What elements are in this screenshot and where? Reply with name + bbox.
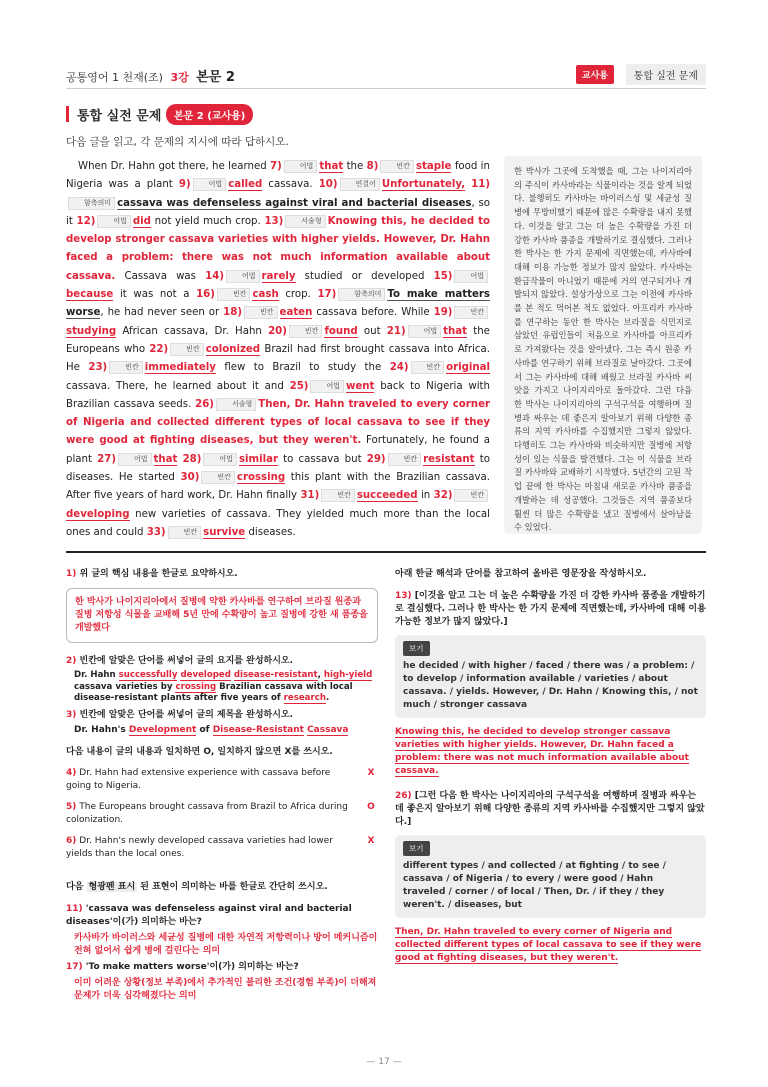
bogi-label: 보기 (403, 841, 430, 856)
question-11: 11) 'cassava was defenseless against viral and bacterial diseases'이(가) 의미하는 바는? (66, 903, 352, 927)
tf-item: 4) Dr. Hahn had extensive experience with cassava before going to Nigeria. X (66, 767, 375, 791)
course-name: 공통영어 1 천재(조) (66, 71, 163, 84)
question-13: 13) [이것을 알고 그는 더 높은 수확량을 가진 더 강한 카사바 품종을 개발하기로 결심했다. 그러나 한 박사는 한 가지 문제에 직면했는데, 카사바에 대해 이용 가능한 정보가 많지 않았다.] (395, 591, 706, 627)
q2-answer: Dr. Hahn successfully developed disease-resistant, high-yield cassava varieties by crossing Brazilian cassava with local disease-resistant plants after five years of research. (74, 670, 373, 703)
question-26: 26) [그런 다음 한 박사는 나이지리아의 구석구석을 여행하며 질병과 싸우는 데 좋은지 알아보기 위해 다양한 종류의 지역 카사바를 수집했지만 그렇지 않았다.] (395, 791, 705, 827)
header-course (66, 66, 235, 85)
writing-instruction: 아래 한글 해석과 단어를 참고하여 올바른 영문장을 작성하시오. (395, 569, 647, 579)
tf-item: 6) Dr. Hahn's newly developed cassava varieties had lower yields than the local ones. X (66, 835, 375, 859)
q26-word-box (395, 835, 706, 918)
translation-box: 한 박사가 그곳에 도착했을 때, 그는 나이지리아의 주식이 카사바라는 식물이라는 것을 알게 되었다. 불행히도 카사바는 바이러스성 및 세균성 질병에 무방비했기 때문에 많은 수확량을 내지 못했다. 이것을 알고 그는 더 높은 수확량을 가진 더 강한 카사바 품종을 개발하기로 결심했다. 그러나 한 박사는 한 가지 문제에 직면했는데, 카사바에 대해 이용 가능한 정보가 많지 않았다. 카사바는 환금작물이 아니었기 때문에 거의 연구되거나 개발되지 않았다. 설상가상으로 그는 이전에 카사바를 본 적도 먹어본 적도 없었다. 아프리카 카사바를 연구하는 동안 한 박사는 브라질을 식민지로 삼았던 유럽인들이 처음으로 카사바를 아프리카로 가져왔다는 것을 알아냈다. 그는 즉시 원종 카사바를 연구하기 위해 브라질로 날아갔다. 그곳에서 그는 카사바에 대해 배웠고 브라질 카사바 씨앗을 가지고 나이지리아로 돌아갔다. 그런 다음 한 박사는 나이지리아의 구석구석을 여행하며 질병과 싸우는 데 좋은지 알아보기 위해 다양한 종류의 지역 카사바를 수집했지만 그렇지 않았다. 다행히도 그는 카사바와 비슷하지만 질병에 저항성이 있는 식물을 발견했다. 그는 이 식물을 브라질 카사바와 교배하기 시작했다. 5년간의 고된 작업 끝에 한 박사는 마침내 새로운 카사바 품종을 개발하는 데 성공했다. 그것들은 지역 품종보다 훨씬 더 많은 수확량을 냈고 질병에서 살아남을 수 있었다. (504, 156, 702, 534)
header-divider (66, 88, 706, 89)
tf-instruction: 다음 내용이 글의 내용과 일치하면 O, 일치하지 않으면 X를 쓰시오. (66, 746, 333, 757)
q13-words: he decided / with higher / faced / there was / a problem: / to develop / information available / varieties / about cassava. / yields. However, / Dr. Hahn / Knowing this, / not much / stronger cassava (403, 661, 698, 710)
question-2: 2) 빈칸에 알맞은 단어를 써넣어 글의 요지를 완성하시오. (66, 656, 294, 666)
left-questions (66, 568, 378, 1003)
q11-answer: 카사바가 바이러스와 세균성 질병에 대한 자연적 저항력이나 방어 메커니즘이 전혀 없어서 쉽게 병에 걸린다는 의미 (74, 932, 378, 956)
q1-answer-box: 한 박사가 나이지리아에서 질병에 약한 카사바를 연구하여 브라질 원종과 질병 저항성 식물을 교배해 5년 만에 수확량이 높고 질병에 강한 새 품종을 개발했다 (66, 588, 378, 643)
section-divider (66, 551, 706, 553)
q3-answer: Dr. Hahn's Development of Disease-Resistant Cassava (74, 724, 349, 735)
page-number: — 17 — (366, 1057, 402, 1067)
question-17: 17) 'To make matters worse'이(가) 의미하는 바는? (66, 961, 299, 972)
q13-word-box (395, 635, 706, 718)
section-title-text: 통합 실전 문제 (77, 109, 162, 124)
instruction: 다음 글을 읽고, 각 문제의 지시에 따라 답하시오. (66, 136, 289, 148)
bogi-label: 보기 (403, 641, 430, 656)
section-pill: 본문 2 (교사용) (166, 104, 253, 125)
highlight-instruction: 다음 형광펜 표시 된 표현이 의미하는 바를 한글로 간단히 쓰시오. (66, 881, 328, 892)
page-header (66, 62, 706, 84)
header-title: 본문 2 (196, 70, 235, 85)
right-questions (395, 568, 706, 965)
q26-answer: Then, Dr. Hahn traveled to every corner of Nigeria and collected different types of local cassava to see if they were good at fighting diseases, but they weren't. (395, 927, 702, 963)
q26-words: different types / and collected / at fighting / to see / cassava / of Nigeria / to every / were good / Hahn traveled / corner / of local / Then, Dr. / if they / they weren't. / diseases, but (403, 861, 666, 910)
section-bar (66, 106, 69, 122)
lesson-number: 3강 (170, 71, 189, 84)
type-tag: 통합 실전 문제 (626, 64, 706, 85)
passage: When Dr. Hahn got there, he learned 7) 어법 that the 8) 빈칸 staple food in Nigeria was a plant 9) 어법 called cassava. 10) 연결어 Unfortunately, 11)함축의미 cassava was defenseless against viral and bacterial diseases, so it 12) 어법 did not yield much crop. 13) 서술형 Knowing this, he decided to develop stronger cassava varieties with higher yields. However, Dr. Hahn faced a problem: there was not much information available about cassava. Cassava was 14) 어법 rarely studied or developed 15) 어법because it was not a 16) 빈칸 cash crop. 17) 함축의미 To make matters worse, he had never seen or 18) 빈칸 eaten cassava before. While 19) 빈칸studying African cassava, Dr. Hahn 20) 빈칸 found out 21) 어법 that the Europeans who 22) 빈칸 colonized Brazil had first brought cassava into Africa. He 23) 빈칸 immediately flew to Brazil to study the 24) 빈칸 original cassava. There, he learned about it and 25) 어법 went back to Nigeria with Brazilian cassava seeds. 26) 서술형 Then, Dr. Hahn traveled to every corner of Nigeria and collected different types of local cassava to see if they were good at fighting diseases, but they weren't. Fortunately, he found a plant 27) 어법 that 28) 어법 similar to cassava but 29) 빈칸 resistant to diseases. He started 30) 빈칸 crossing this plant with the Brazilian cassava. After five years of hard work, Dr. Hahn finally 31) 빈칸 succeeded in 32) 빈칸developing new varieties of cassava. They yielded much more than the local ones and could 33) 빈칸 survive diseases. (66, 161, 491, 538)
teacher-tag: 교사용 (576, 65, 614, 84)
question-3: 3) 빈칸에 알맞은 단어를 써넣어 글의 제목을 완성하시오. (66, 709, 294, 720)
q13-answer: Knowing this, he decided to develop stronger cassava varieties with higher yields. However, Dr. Hahn faced a problem: there was not much information available about cassava. (395, 727, 689, 776)
q17-answer: 이미 어려운 상황(정보 부족)에서 추가적인 불리한 조건(경험 부족)이 더해져 문제가 더욱 심각해졌다는 의미 (74, 977, 377, 1001)
tf-item: 5) The Europeans brought cassava from Brazil to Africa during colonization. O (66, 801, 375, 825)
question-1: 1) 위 글의 핵심 내용을 한글로 요약하시오. (66, 569, 238, 579)
